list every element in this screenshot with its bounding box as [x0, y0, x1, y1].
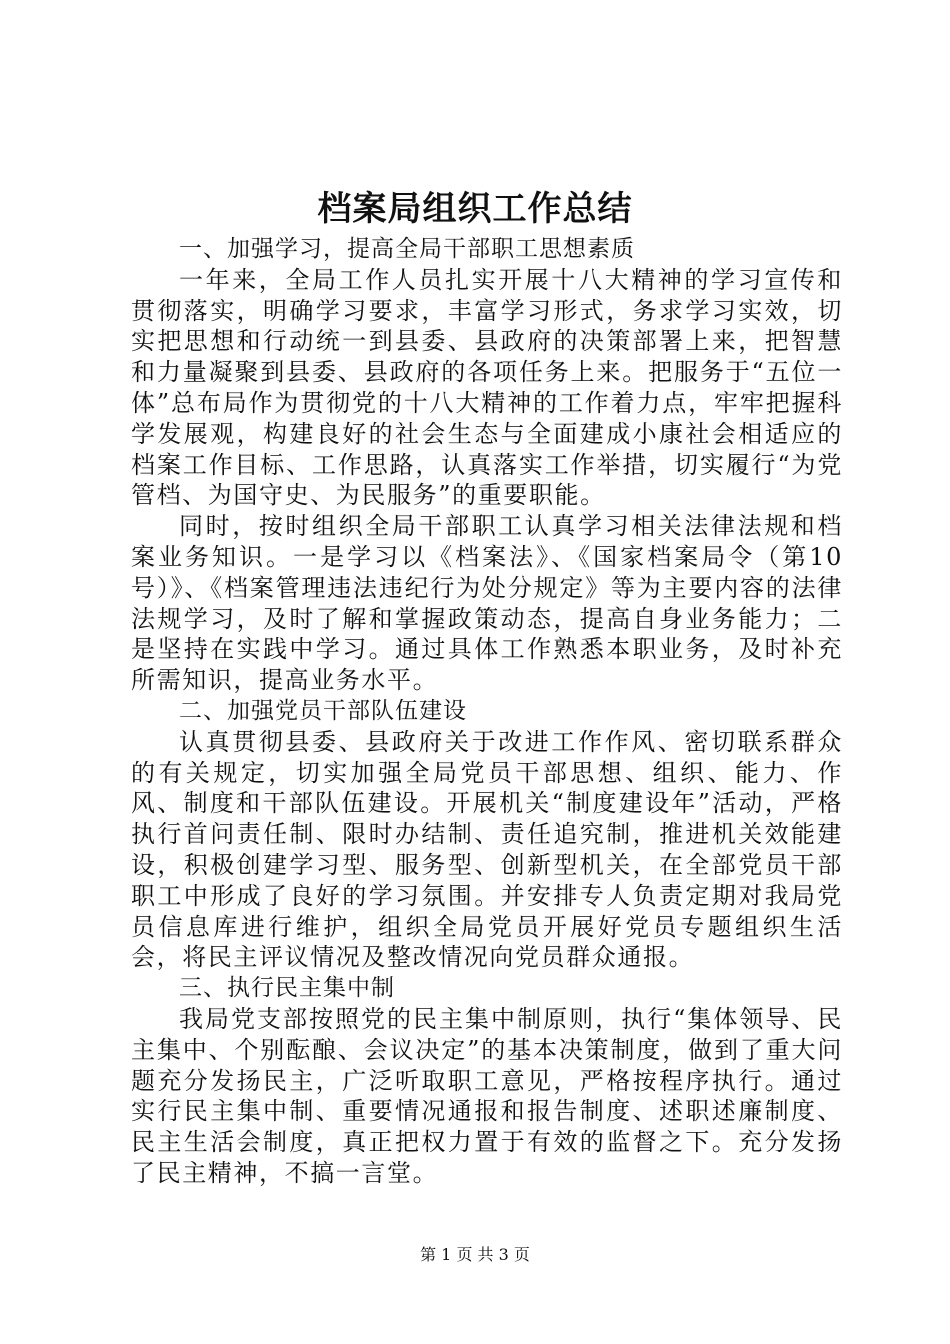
document-body [131, 234, 843, 1189]
paragraph-1: 一年来，全局工作人员扎实开展十八大精神的学习宣传和贯彻落实，明确学习要求，丰富学习形式，务求学习实效，切实把思想和行动统一到县委、县政府的决策部署上来，把智慧和力量凝聚到县委、县政府的各项任务上来。把服务于“五位一体”总布局作为贯彻党的十八大精神的工作着力点，牢牢把握科学发展观，构建良好的社会生态与全面建成小康社会相适应的档案工作目标、工作思路，认真落实工作举措，切实履行“为党管档、为国守史、为民服务”的重要职能。 [131, 265, 843, 510]
page-footer: 第 1 页 共 3 页 [420, 1245, 530, 1264]
section-heading-1: 一、加强学习，提高全局干部职工思想素质 [179, 236, 635, 262]
paragraph-3: 认真贯彻县委、县政府关于改进工作作风、密切联系群众的有关规定，切实加强全局党员干部思想、组织、能力、作风、制度和干部队伍建设。开展机关“制度建设年”活动，严格执行首问责任制、限时办结制、责任追究制，推进机关效能建设，积极创建学习型、服务型、创新型机关，在全部党员干部职工中形成了良好的学习氛围。并安排专人负责定期对我局党员信息库进行维护，组织全局党员开展好党员专题组织生活会，将民主评议情况及整改情况向党员群众通报。 [131, 727, 843, 972]
section-heading-2: 二、加强党员干部队伍建设 [179, 697, 467, 724]
paragraph-2: 同时，按时组织全局干部职工认真学习相关法律法规和档案业务知识。一是学习以《档案法》、《国家档案局令（第10号）》、《档案管理违法违纪行为处分规定》等为主要内容的法律法规学习，及时了解和掌握政策动态，提高自身业务能力；二是坚持在实践中学习。通过具体工作熟悉本职业务，及时补充所需知识，提高业务水平。 [131, 512, 843, 695]
paragraph-4: 我局党支部按照党的民主集中制原则，执行“集体领导、民主集中、个别酝酿、会议决定”的基本决策制度，做到了重大问题充分发扬民主，广泛听取职工意见，严格按程序执行。通过实行民主集中制、重要情况通报和报告制度、述职述廉制度、民主生活会制度，真正把权力置于有效的监督之下。充分发扬了民主精神，不搞一言堂。 [131, 1004, 843, 1187]
document-title: 档案局组织工作总结 [317, 189, 633, 229]
section-heading-3: 三、执行民主集中制 [179, 975, 395, 1002]
